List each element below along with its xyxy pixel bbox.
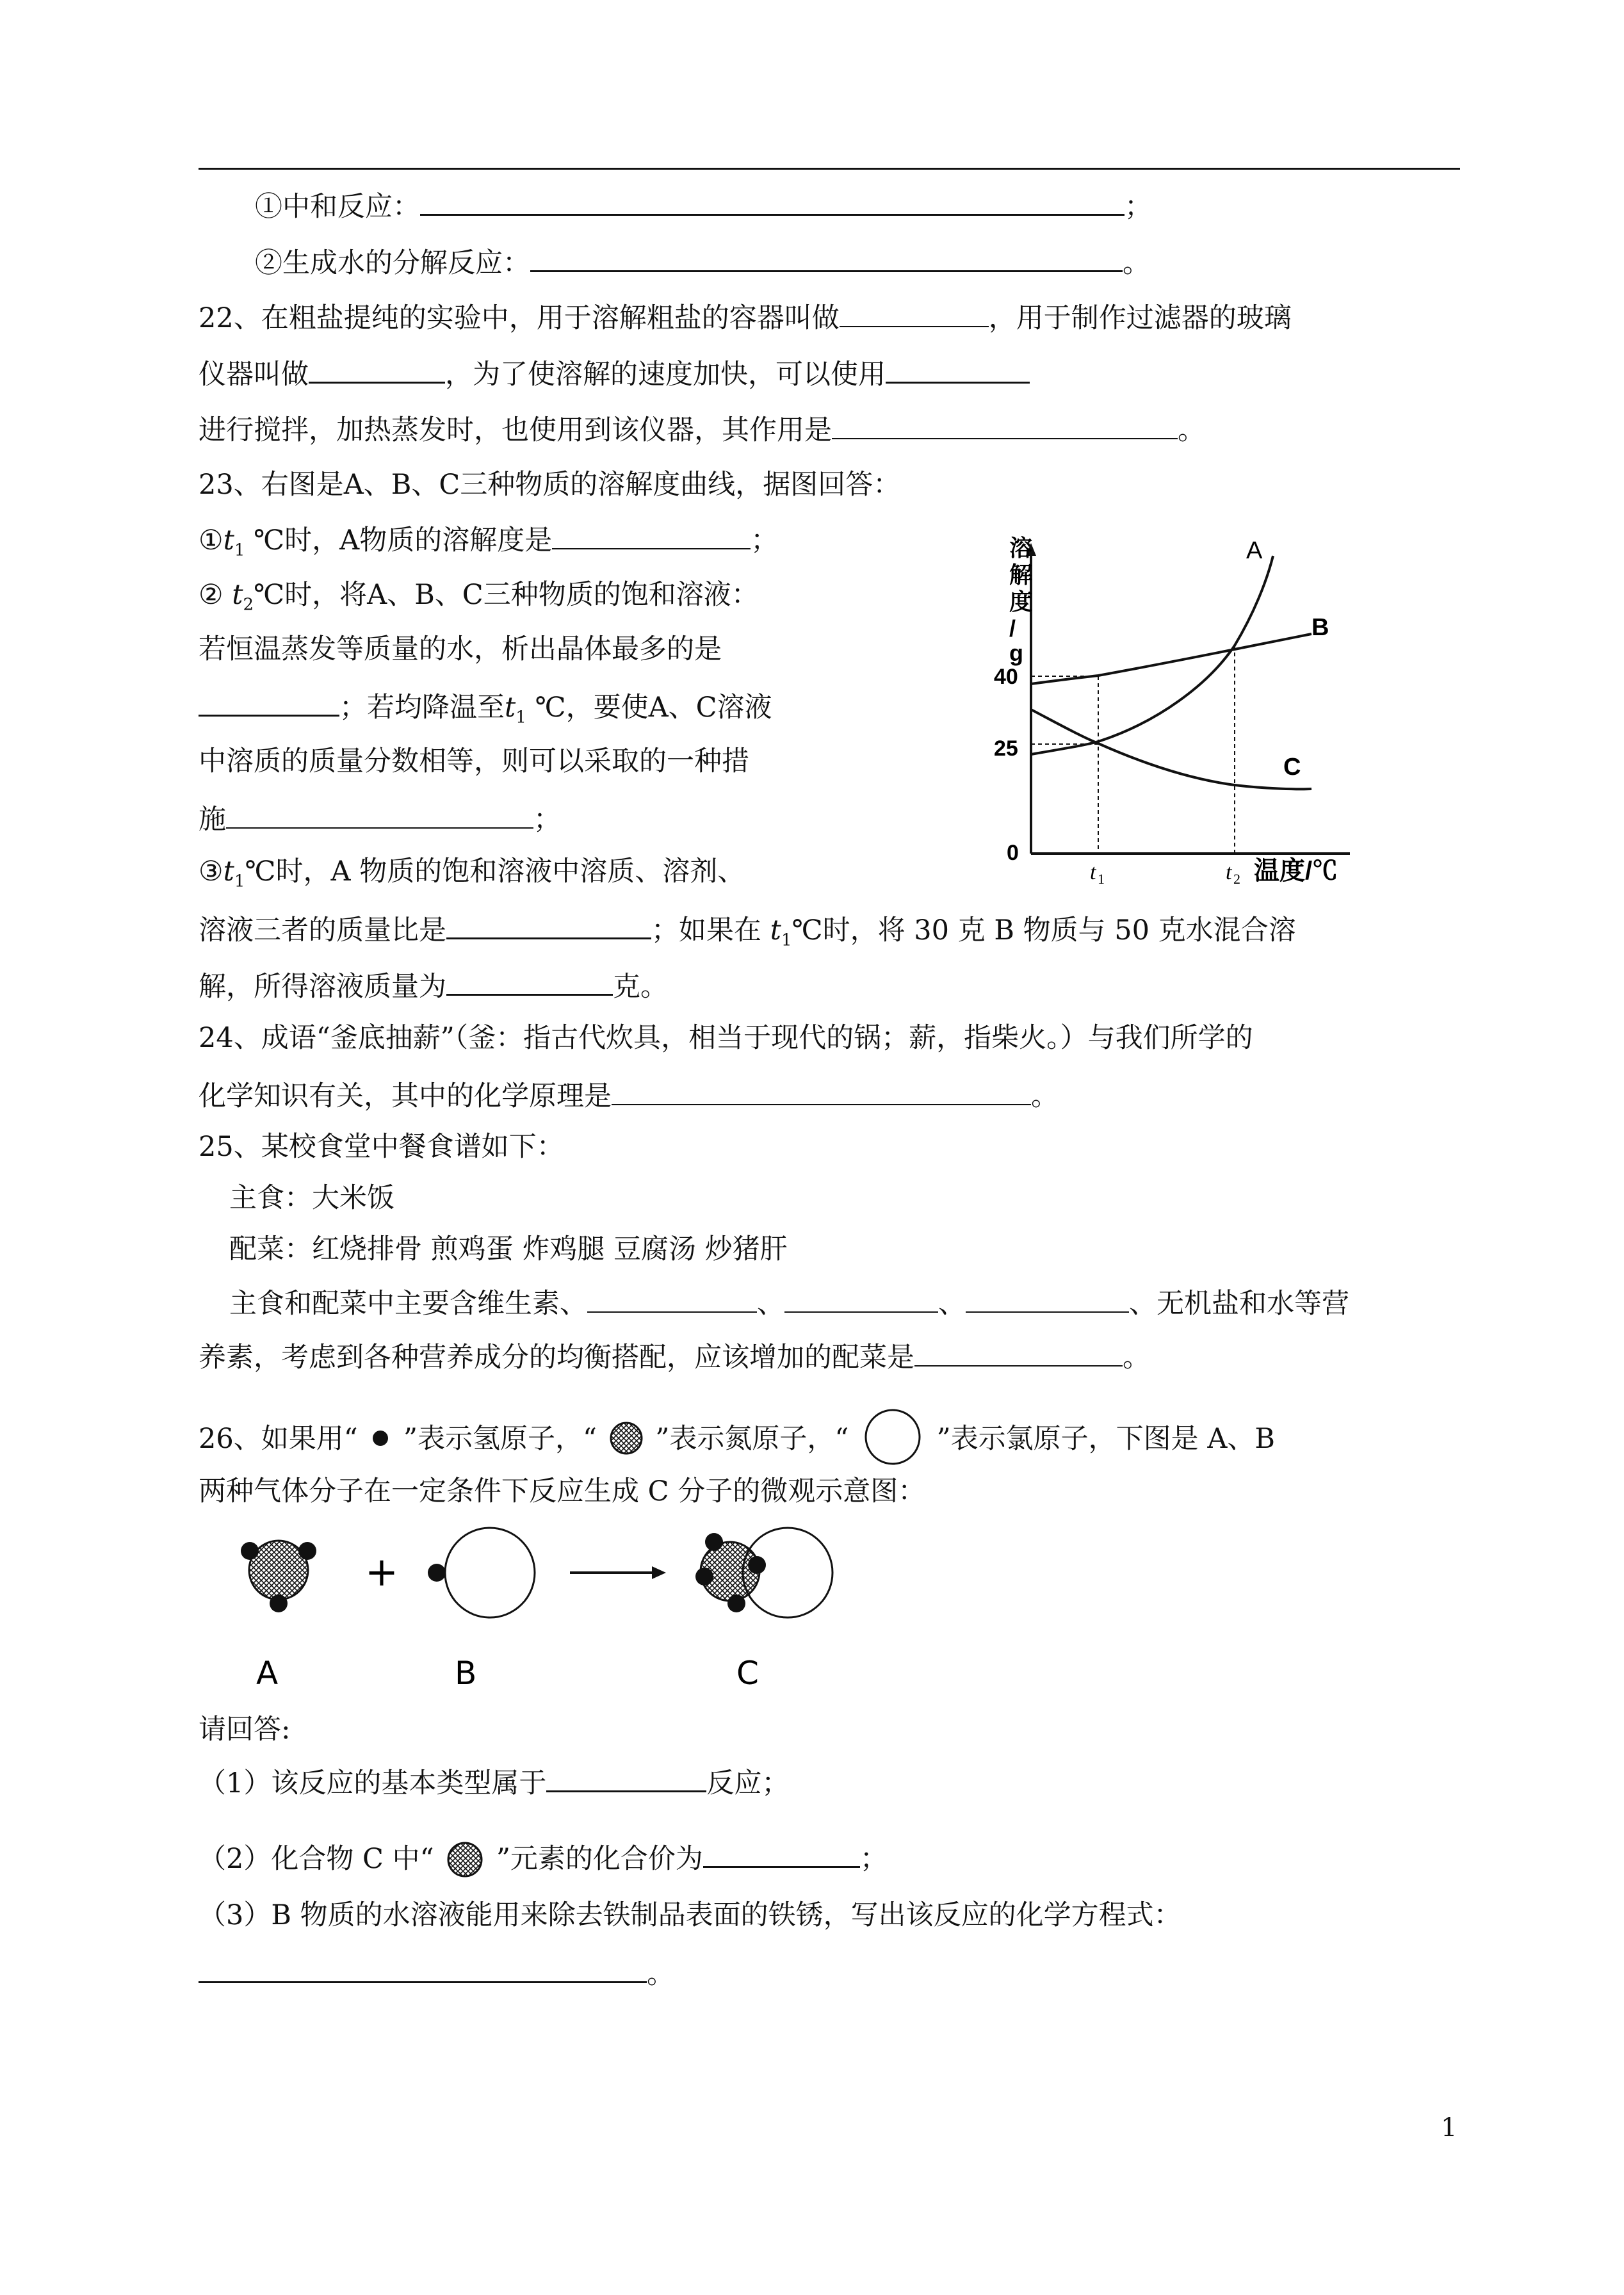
chlorine-atom-icon <box>857 1409 928 1473</box>
q23-s3-t: t <box>223 856 234 888</box>
chart-label-b: B <box>1311 614 1329 641</box>
q26-p3-end: 。 <box>647 1958 674 1990</box>
q26-p2-text: （2）化合物 C 中“ <box>199 1843 434 1875</box>
q26-text-1d: ”表示氯原子，下图是 A、B <box>936 1423 1275 1455</box>
chart-xtick-t2: t <box>1226 861 1232 884</box>
q22-line1 <box>199 298 1292 337</box>
label-a: A <box>256 1655 279 1692</box>
q23-s3l2-text-b: ；如果在 <box>651 914 770 946</box>
reaction-diagram <box>231 1524 871 1716</box>
header-rule <box>199 168 1460 170</box>
q21-item2-blank[interactable] <box>530 242 1123 272</box>
q24-line1: 24、成语“釜底抽薪”（釜：指古代炊具，相当于现代的锅；薪，指柴火。）与我们所学的 <box>199 1022 1253 1054</box>
q26-line2: 两种气体分子在一定条件下反应生成 C 分子的微观示意图： <box>199 1475 926 1507</box>
q25-text-5a: 养素，考虑到各种营养成分的均衡搭配，应该增加的配菜是 <box>199 1342 914 1374</box>
q26-part3: （3）B 物质的水溶液能用来除去铁制品表面的铁锈，写出该反应的化学方程式： <box>199 1899 1181 1931</box>
q26-p2-text-b: ”元素的化合价为 <box>496 1843 703 1875</box>
q25-text-4d: 、无机盐和水等营 <box>1129 1288 1349 1320</box>
q21-item1-text: ①中和反应： <box>255 191 420 223</box>
q23-sub2-line2: 若恒温蒸发等质量的水，析出晶体最多的是 <box>199 633 722 665</box>
q26-p2-end: ； <box>859 1843 888 1875</box>
q26-part3-line2 <box>199 1953 674 1993</box>
q25-line5 <box>199 1337 1150 1376</box>
q23-s1-num: ① <box>199 524 223 556</box>
q25-line3: 配菜：红烧排骨 煎鸡蛋 炸鸡腿 豆腐汤 炒猪肝 <box>229 1233 788 1265</box>
q26-part2 <box>199 1838 888 1881</box>
chart-ylabel-3: 度 <box>1009 588 1033 615</box>
q23-s2l5-text: 施 <box>199 804 226 836</box>
label-c: C <box>736 1655 759 1692</box>
q25-blank-1[interactable] <box>587 1283 757 1313</box>
q23-s3l3-text-a: 解，所得溶液质量为 <box>199 971 446 1003</box>
chart-curve-b <box>1031 634 1311 684</box>
q23-sub1 <box>199 520 778 569</box>
q21-item1-blank[interactable] <box>420 186 1125 216</box>
molecule-b-hydrogen <box>428 1564 446 1582</box>
hydrogen-atom-icon <box>366 1427 394 1455</box>
q23-s3-text: ℃时，A 物质的饱和溶液中溶质、溶剂、 <box>245 856 745 888</box>
q23-sub2-line5 <box>199 799 561 838</box>
chart-ylabel-5: g <box>1009 640 1023 666</box>
q21-item1 <box>255 186 1152 225</box>
q24-blank-principle[interactable] <box>612 1076 1031 1105</box>
q26-text-1a: 26、如果用“ <box>199 1423 358 1455</box>
q22-line2 <box>199 353 1030 393</box>
q22-text-3a: 进行搅拌，加热蒸发时，也使用到该仪器，其作用是 <box>199 414 832 446</box>
q23-s3l2-sub: 1 <box>781 930 792 950</box>
q23-s3l2-t: t <box>770 914 781 946</box>
molecule-b-chlorine-atom <box>445 1528 535 1618</box>
q25-line2: 主食：大米饭 <box>229 1182 394 1214</box>
q25-line4 <box>229 1283 1349 1322</box>
q22-blank-filter[interactable] <box>309 353 445 384</box>
q24-end: 。 <box>1031 1080 1059 1112</box>
q22-text-3b: 。 <box>1178 414 1205 446</box>
q23-s2-sub: 2 <box>243 595 254 615</box>
q23-s2l3-text-b: ℃，要使A、C溶液 <box>526 692 772 724</box>
q22-line3 <box>199 410 1205 449</box>
page-number: 1 <box>1441 2113 1458 2143</box>
q22-text-1a: 22、在粗盐提纯的实验中，用于溶解粗盐的容器叫做 <box>199 302 840 334</box>
q25-sep-2: 、 <box>938 1288 966 1320</box>
molecule-c <box>695 1528 832 1618</box>
chart-xtick-t1: t <box>1090 861 1096 884</box>
molecule-c-hydrogen-2 <box>695 1568 713 1585</box>
q26-blank-equation[interactable] <box>199 1953 647 1983</box>
label-b: B <box>455 1655 477 1692</box>
chart-curve-a <box>1031 556 1273 754</box>
q23-sub2-line3 <box>199 686 772 736</box>
q23-s1-text: ℃时，A物质的溶解度是 <box>245 524 553 556</box>
q26-text-1b: ”表示氢原子，“ <box>403 1423 597 1455</box>
q23-s3l2-text-a: 溶液三者的质量比是 <box>199 914 446 946</box>
q26-p1-end: 反应； <box>706 1767 790 1799</box>
q23-s2l3-sub: 1 <box>516 708 526 727</box>
q23-s2l3-t: t <box>505 692 516 724</box>
q21-item2-text: ②生成水的分解反应： <box>255 247 530 279</box>
q22-text-2a: 仪器叫做 <box>199 359 309 391</box>
q26-ask: 请回答: <box>199 1714 291 1746</box>
molecule-c-hydrogen-1 <box>705 1533 723 1551</box>
molecule-b <box>428 1528 535 1618</box>
molecule-a-hydrogen-2 <box>298 1542 316 1560</box>
q23-s2-t: t <box>232 579 243 611</box>
q23-s2-text: ℃时，将A、B、C三种物质的饱和溶液： <box>254 579 759 611</box>
chart-xtick-t2-sub: 2 <box>1233 871 1240 887</box>
chart-ytick-40: 40 <box>994 665 1018 689</box>
chart-ytick-0: 0 <box>1007 841 1019 865</box>
q23-s3-sub: 1 <box>234 872 245 891</box>
q25-blank-2[interactable] <box>784 1283 938 1313</box>
chart-xtick-t1-sub: 1 <box>1098 871 1105 887</box>
solubility-chart <box>991 530 1388 889</box>
q21-item2 <box>255 242 1150 282</box>
q23-sub2-line4: 中溶质的质量分数相等，则可以采取的一种措 <box>199 745 749 777</box>
q23-s3l3-text-b: 克。 <box>613 971 668 1003</box>
nitrogen-atom-icon <box>443 1840 487 1881</box>
nitrogen-atom-icon <box>606 1420 647 1461</box>
q22-text-1b: ，用于制作过滤器的玻璃 <box>988 302 1292 334</box>
molecule-c-hydrogen-4 <box>748 1556 766 1574</box>
q23-sub3 <box>199 853 745 900</box>
q23-sub3-line3 <box>199 966 668 1005</box>
q26-text-1c: ”表示氮原子，“ <box>655 1423 849 1455</box>
q23-s1-t: t <box>223 524 234 556</box>
q26-line1 <box>199 1409 1275 1473</box>
q25-blank-dish[interactable] <box>914 1337 1123 1366</box>
q23-s3-num: ③ <box>199 856 223 888</box>
q21-item1-end: ； <box>1125 191 1152 223</box>
q23-blank-crystal[interactable] <box>199 686 339 717</box>
q23-s2-num: ② <box>199 579 232 611</box>
plus-sign: + <box>365 1548 398 1595</box>
chart-xlabel: 温度/℃ <box>1254 857 1338 885</box>
q22-blank-stir[interactable] <box>886 353 1030 384</box>
q23-intro: 23、右图是A、B、C三种物质的溶解度曲线，据图回答： <box>199 469 901 501</box>
molecule-c-hydrogen-3 <box>727 1594 745 1612</box>
q25-text-5b: 。 <box>1123 1342 1150 1374</box>
chart-ylabel-2: 解 <box>1009 562 1033 588</box>
q23-s3l2-text-c: ℃时，将 30 克 B 物质与 50 克水混合溶 <box>792 914 1296 946</box>
q25-sep-1: 、 <box>757 1288 784 1320</box>
q23-blank-measure[interactable] <box>226 799 533 829</box>
q26-part1 <box>199 1762 789 1802</box>
chart-label-a: A <box>1246 537 1263 564</box>
q23-s2l3-text-a: ；若均降温至 <box>339 692 505 724</box>
q23-blank-ratio[interactable] <box>446 909 651 939</box>
q23-blank-solubility[interactable] <box>552 520 751 549</box>
reaction-arrow <box>570 1566 666 1579</box>
q26-blank-valence[interactable] <box>703 1838 860 1868</box>
q23-sub2 <box>199 576 759 624</box>
q23-sub3-line2 <box>199 909 1296 959</box>
q22-blank-purpose[interactable] <box>832 410 1178 439</box>
q24-line2 <box>199 1076 1059 1115</box>
q23-s1-end: ； <box>751 524 779 556</box>
q23-s2l5-end: ； <box>533 804 561 836</box>
q25-blank-3[interactable] <box>966 1283 1129 1313</box>
q21-item2-end: 。 <box>1123 247 1150 279</box>
q22-text-2b: ，为了使溶解的速度加快，可以使用 <box>445 359 886 391</box>
chart-ylabel-4: / <box>1009 615 1016 642</box>
chart-label-c: C <box>1283 754 1301 781</box>
q22-blank-container[interactable] <box>840 298 989 327</box>
molecule-a <box>241 1541 316 1612</box>
q25-line1: 25、某校食堂中餐食谱如下： <box>199 1131 564 1163</box>
chart-ylabel-1: 溶 <box>1009 535 1033 561</box>
q23-s1-sub: 1 <box>234 540 245 560</box>
q24-text: 化学知识有关，其中的化学原理是 <box>199 1080 612 1112</box>
q26-blank-type[interactable] <box>546 1762 706 1792</box>
molecule-a-hydrogen-3 <box>270 1594 288 1612</box>
chart-curve-c <box>1031 710 1311 789</box>
q26-p1-text: （1）该反应的基本类型属于 <box>199 1767 547 1799</box>
q23-blank-mass[interactable] <box>446 966 613 996</box>
chart-ytick-25: 25 <box>994 736 1018 761</box>
q25-text-4a: 主食和配菜中主要含维生素、 <box>229 1288 587 1320</box>
molecule-a-hydrogen-1 <box>241 1542 259 1560</box>
